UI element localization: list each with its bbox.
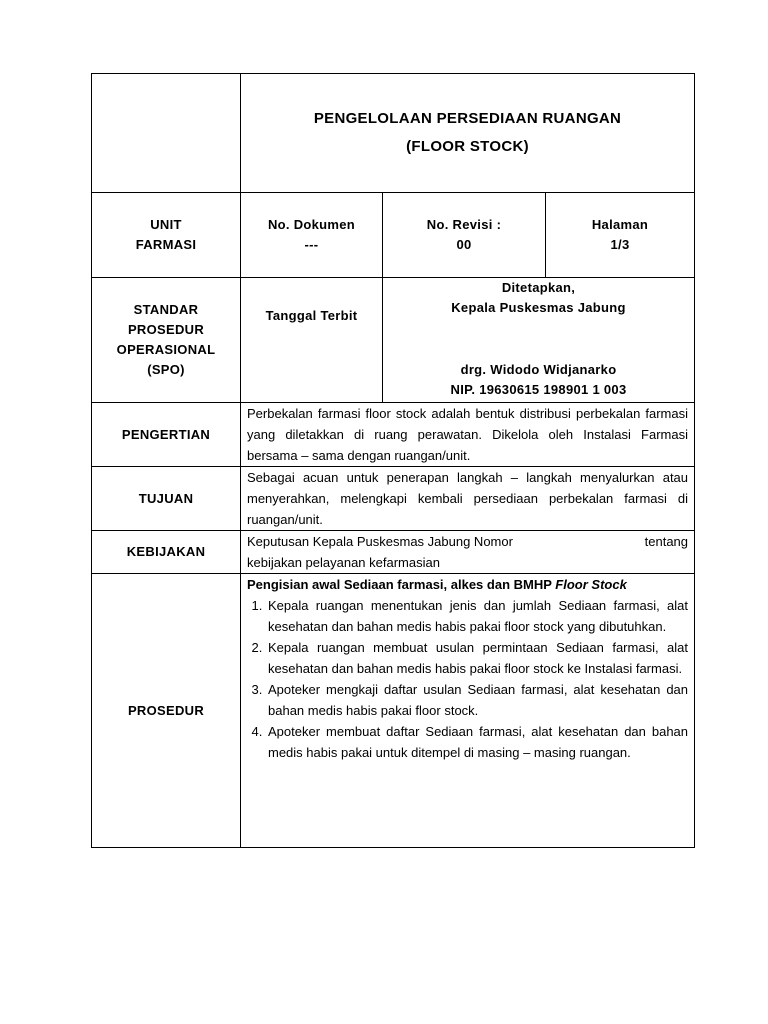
header-row <box>92 193 695 278</box>
prosedur-row <box>92 574 695 848</box>
spo-line-2: PROSEDUR <box>127 322 205 337</box>
kebijakan-text-right: tentang <box>644 534 689 549</box>
prosedur-label: PROSEDUR <box>92 574 241 848</box>
tanggal-terbit-label: Tanggal Terbit <box>265 308 358 323</box>
kebijakan-text-left: Keputusan Kepala Puskesmas Jabung Nomor <box>247 534 513 549</box>
no-revisi-value: 00 <box>456 237 472 252</box>
kebijakan-line-2: kebijakan pelayanan kefarmasian <box>247 555 440 570</box>
tujuan-label: TUJUAN <box>92 467 241 531</box>
prosedur-heading-italic: Floor Stock <box>555 577 627 592</box>
spo-line-3: OPERASIONAL <box>116 342 216 357</box>
document-title: PENGELOLAAN PERSEDIAAN RUANGAN <box>313 110 622 127</box>
prosedur-content <box>241 574 695 848</box>
tanggal-terbit-cell <box>241 278 383 403</box>
halaman-value: 1/3 <box>610 237 630 252</box>
prosedur-step: 4. Apoteker membuat daftar Sediaan farmasi, alat kesehatan dan bahan medis habis pakai untuk ditempel di masing – masing ruangan. <box>266 721 688 763</box>
kebijakan-row <box>92 531 695 574</box>
ditetapkan-nip: NIP. 19630615 198901 1 003 <box>450 382 627 397</box>
unit-value: FARMASI <box>135 237 197 252</box>
no-dokumen-cell <box>241 193 383 278</box>
prosedur-heading-text: Pengisian awal Sediaan farmasi, alkes dan BMHP <box>247 577 552 592</box>
unit-cell <box>92 193 241 278</box>
spo-line-4: (SPO) <box>147 362 185 377</box>
no-revisi-cell <box>383 193 546 278</box>
ditetapkan-label: Ditetapkan, <box>501 280 576 295</box>
pengertian-label: PENGERTIAN <box>92 403 241 467</box>
pengertian-text: Perbekalan farmasi floor stock adalah bentuk distribusi perbekalan farmasi yang diletakkan di ruang perawatan. Dikelola oleh Instalasi Farmasi bersama – sama dengan ruangan/unit. <box>241 403 695 467</box>
kebijakan-text <box>241 531 695 574</box>
document-title-cell <box>241 74 695 193</box>
prosedur-step: 3. Apoteker mengkaji daftar usulan Sediaan farmasi, alat kesehatan dan bahan medis habis pakai floor stock. <box>266 679 688 721</box>
spo-row <box>92 278 695 403</box>
no-dokumen-label: No. Dokumen <box>267 217 356 232</box>
halaman-cell <box>546 193 695 278</box>
title-row <box>92 74 695 193</box>
document-subtitle: (FLOOR STOCK) <box>406 138 529 155</box>
no-revisi-label: No. Revisi : <box>426 217 502 232</box>
prosedur-steps <box>247 595 688 763</box>
prosedur-step: 2. Kepala ruangan membuat usulan permintaan Sediaan farmasi, alat kesehatan dan bahan medis habis pakai floor stock ke Instalasi farmasi. <box>266 637 688 679</box>
spo-table <box>91 73 695 848</box>
kebijakan-line-1 <box>247 531 688 552</box>
ditetapkan-nama: drg. Widodo Widjanarko <box>460 362 617 377</box>
tujuan-row <box>92 467 695 531</box>
prosedur-step: 1. Kepala ruangan menentukan jenis dan jumlah Sediaan farmasi, alat kesehatan dan bahan medis habis pakai floor stock yang dibutuhkan. <box>266 595 688 637</box>
spo-label-cell <box>92 278 241 403</box>
pengertian-row <box>92 403 695 467</box>
signature-space <box>383 318 694 360</box>
kebijakan-label: KEBIJAKAN <box>92 531 241 574</box>
ditetapkan-cell <box>383 278 695 403</box>
prosedur-heading <box>247 574 688 595</box>
halaman-label: Halaman <box>591 217 649 232</box>
spo-line-1: STANDAR <box>133 302 199 317</box>
no-dokumen-value: --- <box>304 237 319 252</box>
unit-label: UNIT <box>150 217 182 232</box>
tujuan-text: Sebagai acuan untuk penerapan langkah – langkah menyalurkan atau menyerahkan, melengkapi kembali persediaan perbekalan farmasi di ruangan/unit. <box>241 467 695 531</box>
logo-cell <box>92 74 241 193</box>
ditetapkan-jabatan: Kepala Puskesmas Jabung <box>451 300 626 315</box>
